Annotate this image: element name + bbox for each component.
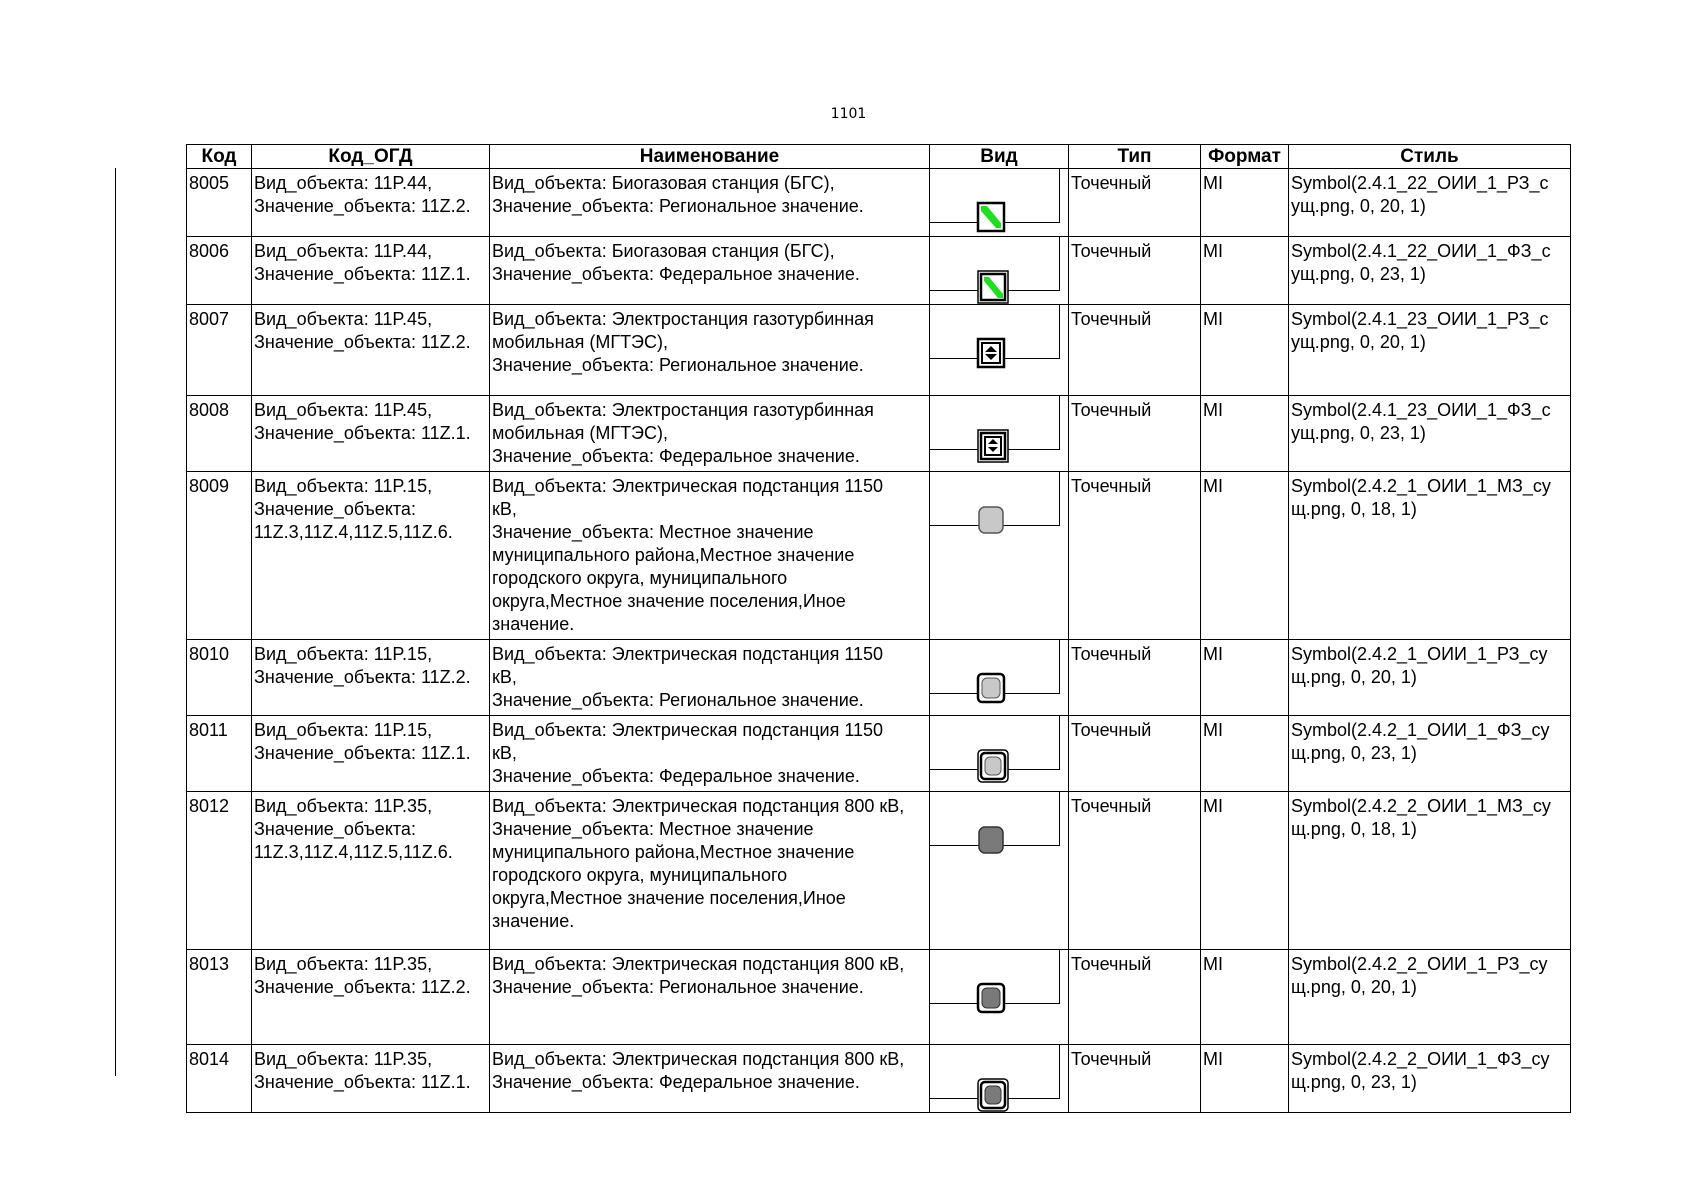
cell-type: Точечный	[1069, 950, 1201, 1045]
cell-style: Symbol(2.4.2_1_ОИИ_1_ФЗ_су щ.png, 0, 23, 1)	[1289, 716, 1571, 792]
cell-format: MI	[1201, 792, 1289, 950]
cell-code: 8009	[187, 472, 252, 640]
cell-format: MI	[1201, 305, 1289, 396]
table-row	[187, 716, 1571, 792]
table-row	[187, 396, 1571, 472]
cell-style: Symbol(2.4.2_1_ОИИ_1_РЗ_су щ.png, 0, 20, 1)	[1289, 640, 1571, 716]
cell-view	[930, 950, 1069, 1045]
cell-style: Symbol(2.4.2_2_ОИИ_1_МЗ_су щ.png, 0, 18, 1)	[1289, 792, 1571, 950]
cell-code-ogd: Вид_объекта: 11P.45, Значение_объекта: 11Z.2.	[252, 305, 490, 396]
cell-code: 8005	[187, 169, 252, 237]
header-code-ogd: Код_ОГД	[252, 145, 490, 169]
cell-code-ogd: Вид_объекта: 11P.45, Значение_объекта: 11Z.1.	[252, 396, 490, 472]
cell-type: Точечный	[1069, 640, 1201, 716]
cell-code-ogd: Вид_объекта: 11P.15, Значение_объекта: 11Z.1.	[252, 716, 490, 792]
page-number: 1101	[830, 106, 867, 122]
cell-style: Symbol(2.4.1_23_ОИИ_1_ФЗ_с ущ.png, 0, 23, 1)	[1289, 396, 1571, 472]
cell-style: Symbol(2.4.2_2_ОИИ_1_РЗ_су щ.png, 0, 20, 1)	[1289, 950, 1571, 1045]
table-row	[187, 472, 1571, 640]
cell-code: 8014	[187, 1045, 252, 1113]
gas-turbine-federal-icon	[976, 405, 1010, 472]
gas-turbine-regional-icon	[976, 314, 1006, 392]
cell-code: 8006	[187, 237, 252, 305]
cell-style: Symbol(2.4.1_22_ОИИ_1_РЗ_с ущ.png, 0, 20, 1)	[1289, 169, 1571, 237]
cell-code-ogd: Вид_объекта: 11P.44, Значение_объекта: 11Z.2.	[252, 169, 490, 237]
header-format: Формат	[1201, 145, 1289, 169]
table-row	[187, 792, 1571, 950]
cell-view	[930, 237, 1069, 305]
cell-view	[930, 305, 1069, 396]
symbol-table	[186, 144, 1571, 1113]
cell-name: Вид_объекта: Электрическая подстанция 1150 кВ, Значение_объекта: Региональное значение.	[490, 640, 930, 716]
cell-style: Symbol(2.4.2_2_ОИИ_1_ФЗ_су щ.png, 0, 23, 1)	[1289, 1045, 1571, 1113]
cell-name: Вид_объекта: Электрическая подстанция 1150 кВ, Значение_объекта: Местное значение муниципального района,Местное значение городского округа, муниципального округа,Местное значение поселения,Иное значение.	[490, 472, 930, 640]
substation-1150-local-icon	[976, 481, 1006, 559]
cell-format: MI	[1201, 716, 1289, 792]
cell-name: Вид_объекта: Электрическая подстанция 800 кВ, Значение_объекта: Местное значение муниципального района,Местное значение городского округа, муниципального округа,Местное значение поселения,Иное значение.	[490, 792, 930, 950]
cell-type: Точечный	[1069, 792, 1201, 950]
cell-format: MI	[1201, 472, 1289, 640]
table-row	[187, 950, 1571, 1045]
biogas-federal-icon	[976, 246, 1010, 305]
substation-1150-regional-icon	[976, 649, 1006, 716]
cell-code: 8012	[187, 792, 252, 950]
cell-format: MI	[1201, 1045, 1289, 1113]
cell-code: 8013	[187, 950, 252, 1045]
cell-type: Точечный	[1069, 1045, 1201, 1113]
cell-code-ogd: Вид_объекта: 11P.35, Значение_объекта: 11Z.3,11Z.4,11Z.5,11Z.6.	[252, 792, 490, 950]
table-row	[187, 237, 1571, 305]
cell-name: Вид_объекта: Электростанция газотурбинная мобильная (МГТЭС), Значение_объекта: Федеральное значение.	[490, 396, 930, 472]
substation-800-regional-icon	[976, 959, 1006, 1037]
cell-format: MI	[1201, 640, 1289, 716]
cell-name: Вид_объекта: Электрическая подстанция 800 кВ, Значение_объекта: Региональное значение.	[490, 950, 930, 1045]
cell-type: Точечный	[1069, 237, 1201, 305]
cell-type: Точечный	[1069, 716, 1201, 792]
cell-style: Symbol(2.4.1_22_ОИИ_1_ФЗ_с ущ.png, 0, 23, 1)	[1289, 237, 1571, 305]
cell-style: Symbol(2.4.2_1_ОИИ_1_МЗ_су щ.png, 0, 18, 1)	[1289, 472, 1571, 640]
cell-view	[930, 1045, 1069, 1113]
header-view: Вид	[930, 145, 1069, 169]
header-code: Код	[187, 145, 252, 169]
header-type: Тип	[1069, 145, 1201, 169]
biogas-regional-icon	[976, 178, 1006, 237]
substation-800-federal-icon	[976, 1054, 1010, 1113]
cell-code: 8007	[187, 305, 252, 396]
cell-code-ogd: Вид_объекта: 11P.35, Значение_объекта: 11Z.1.	[252, 1045, 490, 1113]
table-row	[187, 169, 1571, 237]
cell-code: 8010	[187, 640, 252, 716]
cell-view	[930, 472, 1069, 640]
cell-name: Вид_объекта: Биогазовая станция (БГС), Значение_объекта: Федеральное значение.	[490, 237, 930, 305]
table-row	[187, 1045, 1571, 1113]
cell-style: Symbol(2.4.1_23_ОИИ_1_РЗ_с ущ.png, 0, 20, 1)	[1289, 305, 1571, 396]
cell-name: Вид_объекта: Электростанция газотурбинная мобильная (МГТЭС), Значение_объекта: Региональное значение.	[490, 305, 930, 396]
cell-code-ogd: Вид_объекта: 11P.15, Значение_объекта: 11Z.2.	[252, 640, 490, 716]
table-header-row	[187, 145, 1571, 169]
cell-type: Точечный	[1069, 472, 1201, 640]
margin-line	[115, 168, 116, 1076]
cell-format: MI	[1201, 237, 1289, 305]
substation-800-local-icon	[976, 801, 1006, 879]
cell-type: Точечный	[1069, 169, 1201, 237]
cell-format: MI	[1201, 396, 1289, 472]
cell-view	[930, 792, 1069, 950]
cell-type: Точечный	[1069, 305, 1201, 396]
cell-name: Вид_объекта: Электрическая подстанция 800 кВ, Значение_объекта: Федеральное значение.	[490, 1045, 930, 1113]
cell-format: MI	[1201, 950, 1289, 1045]
header-name: Наименование	[490, 145, 930, 169]
table-row	[187, 640, 1571, 716]
cell-code-ogd: Вид_объекта: 11P.15, Значение_объекта: 11Z.3,11Z.4,11Z.5,11Z.6.	[252, 472, 490, 640]
cell-name: Вид_объекта: Биогазовая станция (БГС), Значение_объекта: Региональное значение.	[490, 169, 930, 237]
cell-view	[930, 169, 1069, 237]
table-row	[187, 305, 1571, 396]
cell-type: Точечный	[1069, 396, 1201, 472]
header-style: Стиль	[1289, 145, 1571, 169]
cell-view	[930, 716, 1069, 792]
cell-code-ogd: Вид_объекта: 11P.44, Значение_объекта: 11Z.1.	[252, 237, 490, 305]
cell-code: 8011	[187, 716, 252, 792]
cell-view	[930, 640, 1069, 716]
cell-view	[930, 396, 1069, 472]
substation-1150-federal-icon	[976, 725, 1010, 792]
cell-name: Вид_объекта: Электрическая подстанция 1150 кВ, Значение_объекта: Федеральное значение.	[490, 716, 930, 792]
cell-code-ogd: Вид_объекта: 11P.35, Значение_объекта: 11Z.2.	[252, 950, 490, 1045]
cell-code: 8008	[187, 396, 252, 472]
cell-format: MI	[1201, 169, 1289, 237]
